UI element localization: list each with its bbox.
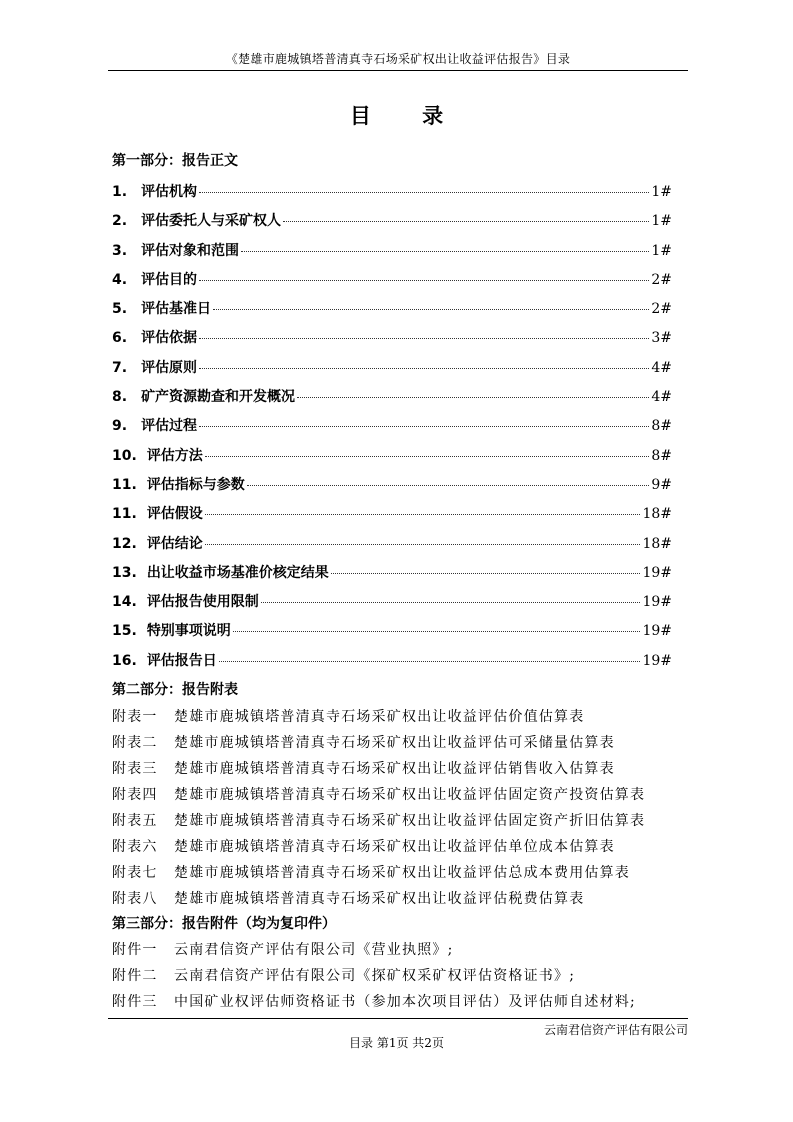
appendix-table-item-text: 楚雄市鹿城镇塔普清真寺石场采矿权出让收益评估固定资产折旧估算表: [174, 813, 646, 829]
toc-entry-number: 6.: [112, 330, 128, 347]
footer-rule: [108, 1018, 688, 1019]
toc-entry[interactable]: [112, 327, 672, 356]
toc-leader-dots: [199, 338, 649, 339]
toc-entry-page: 4#: [651, 359, 672, 376]
toc-entry-title: 评估过程: [141, 418, 198, 435]
toc-entry-number: 1.: [112, 184, 128, 200]
toc-entry-number: 10.: [112, 447, 137, 464]
toc-list: [112, 181, 672, 679]
attachment-item-label: 附件三: [112, 994, 158, 1010]
toc-leader-dots: [283, 221, 649, 222]
toc-entry-title: 评估指标与参数: [146, 476, 245, 493]
attachment-item[interactable]: [112, 965, 692, 991]
toc-entry-page: 2#: [651, 271, 672, 288]
toc-entry-title: 评估方法: [146, 447, 203, 464]
toc-entry-number: 15.: [112, 623, 137, 640]
part3-heading: 第三部分：报告附件（均为复印件）: [112, 916, 336, 932]
appendix-table-item[interactable]: [112, 810, 692, 836]
toc-entry-page: 8#: [651, 447, 672, 464]
footer-page-number: 目录 第1页 共2页: [349, 1036, 444, 1050]
appendix-table-item-label: 附表四: [112, 787, 158, 803]
appendix-table-item[interactable]: [112, 888, 692, 914]
appendix-table-item-text: 楚雄市鹿城镇塔普清真寺石场采矿权出让收益评估可采储量估算表: [174, 735, 615, 751]
toc-entry-number: 11.: [112, 506, 137, 523]
toc-entry-number: 5.: [112, 301, 128, 318]
toc-leader-dots: [205, 514, 641, 515]
toc-leader-dots: [297, 397, 649, 398]
appendix-table-item-text: 楚雄市鹿城镇塔普清真寺石场采矿权出让收益评估税费估算表: [174, 891, 585, 907]
appendix-table-item[interactable]: [112, 732, 692, 758]
toc-leader-dots: [261, 602, 641, 603]
toc-entry-title: 评估委托人与采矿权人: [141, 213, 282, 230]
toc-entry[interactable]: [112, 357, 672, 386]
toc-entry-page: 1#: [651, 184, 672, 200]
toc-entry-number: 7.: [112, 359, 128, 376]
toc-leader-dots: [199, 280, 649, 281]
toc-entry-title: 评估原则: [141, 359, 198, 376]
appendix-table-item-label: 附表三: [112, 761, 158, 777]
appendix-table-item-text: 楚雄市鹿城镇塔普清真寺石场采矿权出让收益评估价值估算表: [174, 709, 585, 725]
toc-leader-dots: [331, 573, 641, 574]
toc-entry-page: 18#: [642, 535, 672, 552]
toc-leader-dots: [219, 661, 641, 662]
toc-entry[interactable]: [112, 650, 672, 679]
attachment-item-text: 云南君信资产评估有限公司《营业执照》;: [174, 942, 454, 958]
appendix-table-item-label: 附表一: [112, 709, 158, 725]
attachment-list: [112, 939, 692, 1017]
appendix-table-item-label: 附表五: [112, 813, 158, 829]
toc-entry-number: 9.: [112, 418, 128, 435]
toc-leader-dots: [199, 426, 649, 427]
toc-entry[interactable]: [112, 503, 672, 532]
toc-entry-title: 评估机构: [141, 184, 198, 200]
toc-entry[interactable]: [112, 445, 672, 474]
toc-leader-dots: [205, 456, 650, 457]
toc-entry-page: 19#: [642, 594, 672, 611]
footer-company: 云南君信资产评估有限公司: [543, 1023, 688, 1037]
attachment-item[interactable]: [112, 991, 692, 1017]
toc-entry-title: 评估结论: [146, 535, 203, 552]
toc-entry-page: 19#: [642, 652, 672, 669]
appendix-table-item-text: 楚雄市鹿城镇塔普清真寺石场采矿权出让收益评估单位成本估算表: [174, 839, 615, 855]
toc-entry-page: 19#: [642, 564, 672, 581]
toc-entry-page: 18#: [642, 506, 672, 523]
appendix-table-item-text: 楚雄市鹿城镇塔普清真寺石场采矿权出让收益评估总成本费用估算表: [174, 865, 630, 881]
toc-entry-title: 特别事项说明: [146, 623, 231, 640]
appendix-table-item-text: 楚雄市鹿城镇塔普清真寺石场采矿权出让收益评估销售收入估算表: [174, 761, 615, 777]
toc-entry-number: 13.: [112, 564, 137, 581]
appendix-table-item[interactable]: [112, 862, 692, 888]
toc-entry-title: 评估依据: [141, 330, 198, 347]
page-title: 目 录: [349, 104, 466, 128]
attachment-item-text: 云南君信资产评估有限公司《探矿权采矿权评估资格证书》;: [174, 968, 576, 984]
toc-entry[interactable]: [112, 562, 672, 591]
toc-leader-dots: [205, 544, 641, 545]
header-rule: [108, 70, 688, 71]
toc-entry-title: 评估报告使用限制: [146, 594, 259, 611]
toc-entry[interactable]: [112, 240, 672, 269]
toc-entry-page: 3#: [651, 330, 672, 347]
appendix-table-item[interactable]: [112, 758, 692, 784]
toc-entry[interactable]: [112, 591, 672, 620]
running-header: 《楚雄市鹿城镇塔普清真寺石场采矿权出让收益评估报告》目录: [225, 52, 571, 66]
toc-entry[interactable]: [112, 181, 672, 210]
toc-entry-page: 1#: [651, 242, 672, 259]
attachment-item-label: 附件一: [112, 942, 158, 958]
toc-entry-number: 2.: [112, 213, 128, 230]
toc-entry[interactable]: [112, 386, 672, 415]
attachment-item-text: 中国矿业权评估师资格证书（参加本次项目评估）及评估师自述材料;: [174, 994, 636, 1010]
toc-entry-number: 12.: [112, 535, 137, 552]
appendix-table-item-text: 楚雄市鹿城镇塔普清真寺石场采矿权出让收益评估固定资产投资估算表: [174, 787, 646, 803]
appendix-table-item-label: 附表六: [112, 839, 158, 855]
toc-entry-number: 4.: [112, 271, 128, 288]
toc-entry-title: 评估基准日: [141, 301, 212, 318]
toc-entry[interactable]: [112, 210, 672, 239]
toc-entry-title: 出让收益市场基准价核定结果: [146, 564, 329, 581]
toc-leader-dots: [247, 485, 650, 486]
toc-leader-dots: [241, 251, 649, 252]
toc-entry-number: 16.: [112, 652, 137, 669]
toc-entry-title: 评估报告日: [146, 652, 217, 669]
toc-entry[interactable]: [112, 298, 672, 327]
part2-heading: 第二部分：报告附表: [112, 682, 238, 698]
appendix-table-item[interactable]: [112, 784, 692, 810]
toc-entry-title: 评估假设: [146, 506, 203, 523]
appendix-table-item-label: 附表八: [112, 891, 158, 907]
toc-leader-dots: [199, 368, 649, 369]
appendix-table-item-label: 附表七: [112, 865, 158, 881]
toc-entry-number: 11.: [112, 476, 137, 493]
toc-entry[interactable]: [112, 533, 672, 562]
attachment-item-label: 附件二: [112, 968, 158, 984]
toc-entry-page: 19#: [642, 623, 672, 640]
toc-entry[interactable]: [112, 620, 672, 649]
toc-entry-page: 8#: [651, 418, 672, 435]
toc-entry-page: 1#: [651, 213, 672, 230]
toc-leader-dots: [199, 192, 649, 193]
toc-entry[interactable]: [112, 269, 672, 298]
toc-entry-page: 2#: [651, 301, 672, 318]
toc-entry-page: 9#: [651, 476, 672, 493]
toc-leader-dots: [233, 631, 641, 632]
toc-entry[interactable]: [112, 474, 672, 503]
appendix-table-list: [112, 706, 692, 914]
toc-entry-number: 8.: [112, 389, 128, 406]
toc-entry[interactable]: [112, 415, 672, 444]
toc-entry-number: 3.: [112, 242, 128, 259]
appendix-table-item-label: 附表二: [112, 735, 158, 751]
part1-heading: 第一部分：报告正文: [112, 153, 238, 169]
toc-leader-dots: [213, 309, 649, 310]
toc-entry-title: 评估对象和范围: [141, 242, 240, 259]
toc-entry-title: 评估目的: [141, 271, 198, 288]
toc-entry-page: 4#: [651, 389, 672, 406]
toc-entry-title: 矿产资源勘查和开发概况: [141, 389, 296, 406]
toc-entry-number: 14.: [112, 594, 137, 611]
attachment-item[interactable]: [112, 939, 692, 965]
appendix-table-item[interactable]: [112, 706, 692, 732]
appendix-table-item[interactable]: [112, 836, 692, 862]
